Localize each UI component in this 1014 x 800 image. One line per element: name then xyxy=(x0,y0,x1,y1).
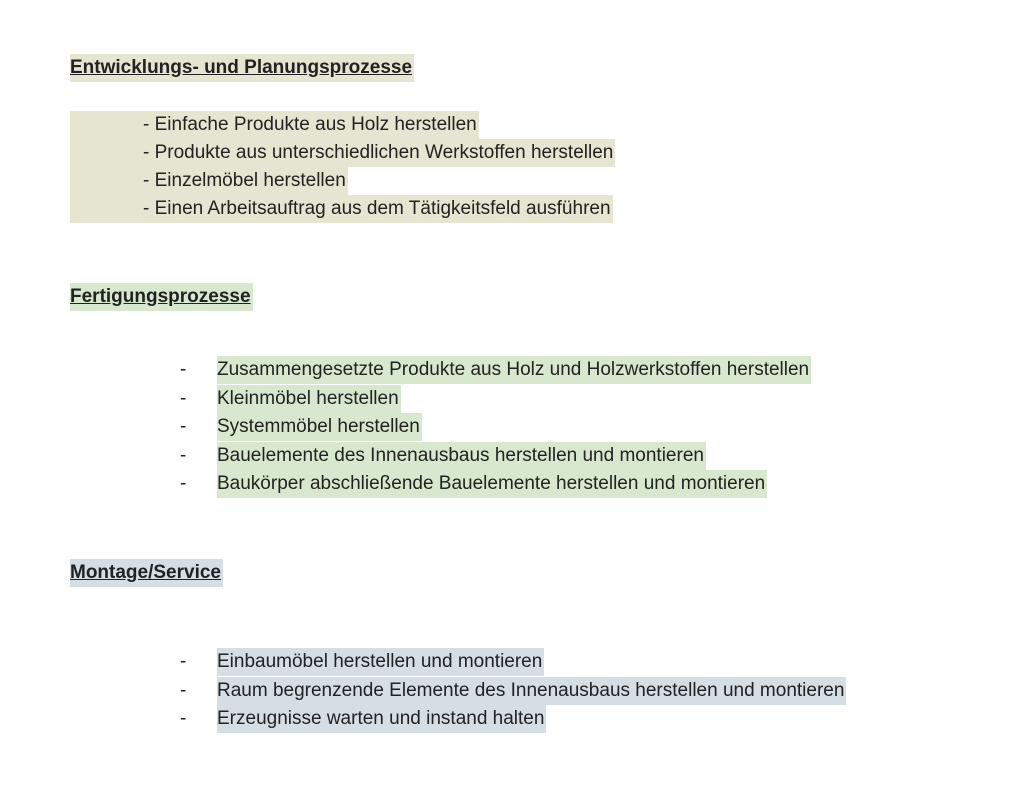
section-heading: Entwicklungs- und Planungsprozesse xyxy=(70,54,414,82)
list-bullet: - xyxy=(180,708,187,729)
list-item-text: Bauelemente des Innenausbaus herstellen und montieren xyxy=(217,442,706,470)
list-item xyxy=(70,139,615,167)
list-item-text: Systemmöbel herstellen xyxy=(217,413,422,441)
list-item-text: - Einen Arbeitsauftrag aus dem Tätigkeitsfeld ausführen xyxy=(70,195,613,223)
section-heading: Fertigungsprozesse xyxy=(70,283,253,311)
list-item-text: - Einfache Produkte aus Holz herstellen xyxy=(70,111,479,139)
list-item xyxy=(70,195,615,223)
list-item-text: Kleinmöbel herstellen xyxy=(217,385,401,413)
section-heading: Montage/Service xyxy=(70,559,223,587)
list-bullet: - xyxy=(180,359,187,380)
task-list xyxy=(70,111,615,223)
list-bullet: - xyxy=(180,387,187,409)
list-item-text: Einbaumöbel herstellen und montieren xyxy=(217,648,544,676)
list-bullet: - xyxy=(180,444,187,466)
list-item-text: - Einzelmöbel herstellen xyxy=(70,167,348,195)
list-bullet: - xyxy=(180,651,187,672)
list-item xyxy=(70,167,615,195)
list-item-text: - Produkte aus unterschiedlichen Werkstoffen herstellen xyxy=(70,139,615,167)
list-item xyxy=(70,111,615,139)
list-bullet: - xyxy=(180,416,187,437)
list-item-text: Erzeugnisse warten und instand halten xyxy=(217,705,546,733)
list-item-text: Baukörper abschließende Bauelemente herstellen und montieren xyxy=(217,470,767,498)
list-item-text: Zusammengesetzte Produkte aus Holz und Holzwerkstoffen herstellen xyxy=(217,356,811,384)
list-bullet: - xyxy=(180,473,187,494)
list-item-text: Raum begrenzende Elemente des Innenausbaus herstellen und montieren xyxy=(217,677,846,705)
list-bullet: - xyxy=(180,679,187,701)
